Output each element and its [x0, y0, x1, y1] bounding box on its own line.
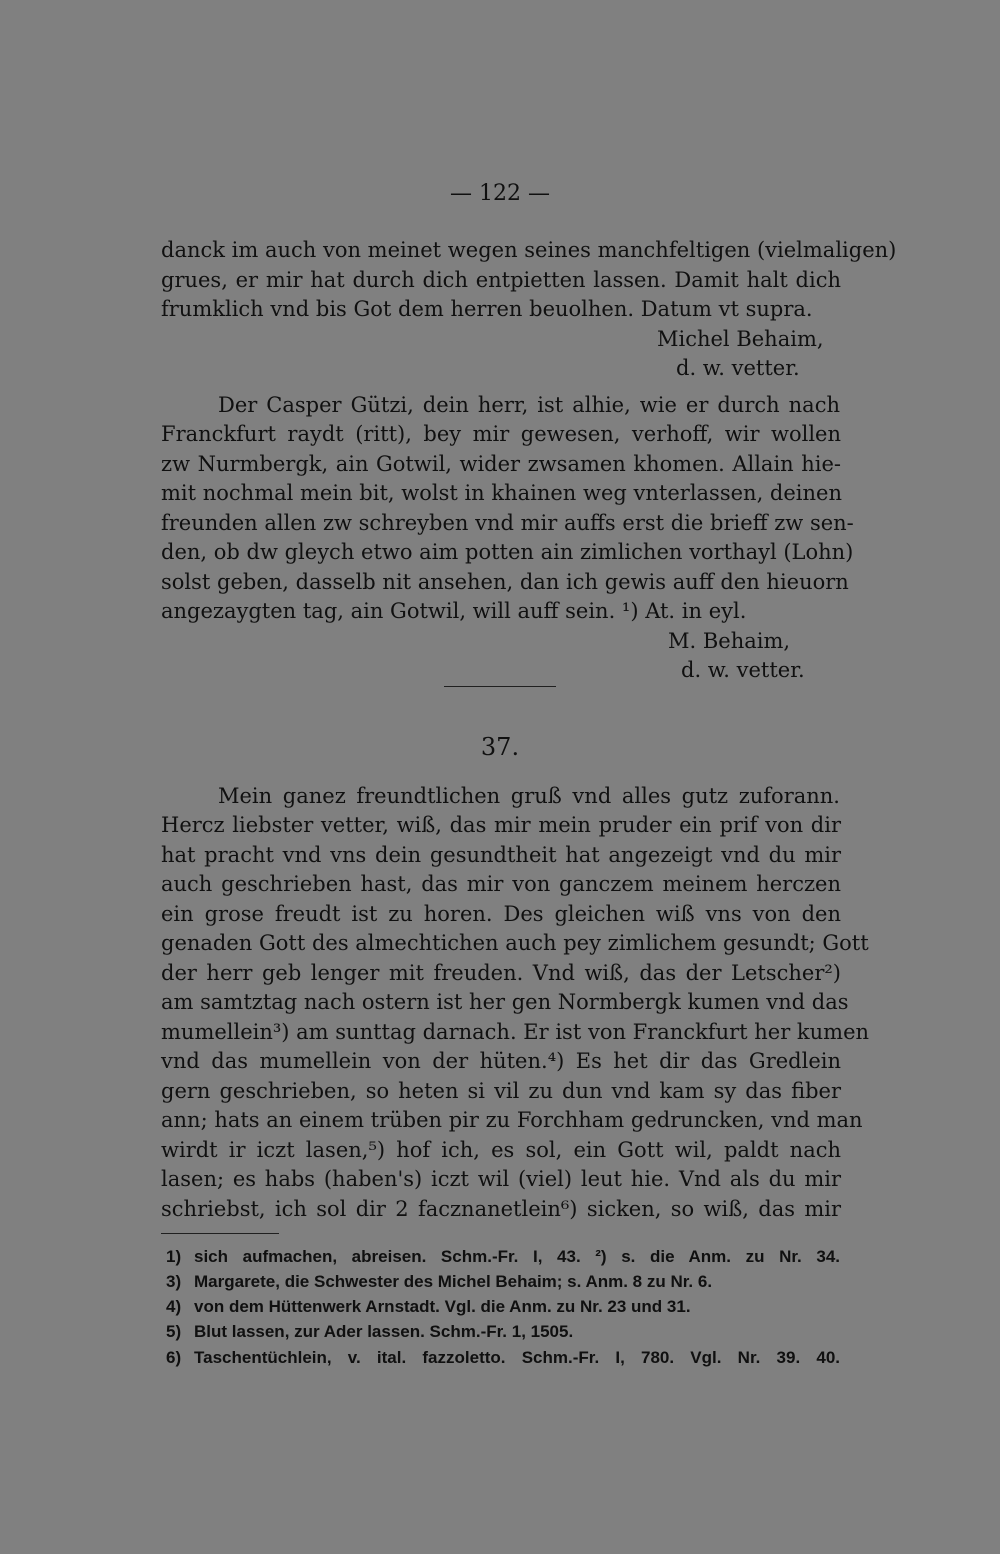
text-line: angezaygten tag, ain Gotwil, will auff sein. ¹) At. in eyl.: [161, 599, 747, 623]
text-line: genaden Gott des almechtichen auch pey zimlichem gesundt; Gott: [161, 931, 869, 955]
text-line: schriebst, ich sol dir 2 facznanetlein⁶) sicken, so wiß, das mir: [161, 1197, 841, 1221]
footnote: Taschentüchlein, v. ital. fazzoletto. Schm.-Fr. I, 780. Vgl. Nr. 39. 40.: [194, 1348, 840, 1367]
text-line: zw Nurmbergk, ain Gotwil, wider zwsamen khomen. Allain hie-: [161, 452, 841, 476]
signature-closing: d. w. vetter.: [676, 356, 800, 380]
text-line: solst geben, dasselb nit ansehen, dan ich gewis auff den hieuorn: [161, 570, 849, 594]
text-line: freunden allen zw schreyben vnd mir auffs erst die brieff zw sen-: [161, 511, 854, 535]
text-line: wirdt ir iczt lasen,⁵) hof ich, es sol, ein Gott wil, paldt nach: [161, 1138, 841, 1162]
text-line: ein grose freudt ist zu horen. Des gleichen wiß vns von den: [161, 902, 841, 926]
signature-name: M. Behaim,: [668, 629, 791, 653]
section-divider: [444, 686, 556, 687]
text-line: Hercz liebster vetter, wiß, das mir mein pruder ein prif von dir: [161, 813, 841, 837]
footnote: sich aufmachen, abreisen. Schm.-Fr. I, 43. ²) s. die Anm. zu Nr. 34.: [194, 1247, 840, 1266]
text-line: mumellein³) am sunttag darnach. Er ist von Franckfurt her kumen: [161, 1020, 870, 1044]
text-line: Der Casper Gützi, dein herr, ist alhie, wie er durch nach: [218, 393, 840, 417]
text-line: ann; hats an einem trüben pir zu Forchham gedruncken, vnd man: [161, 1108, 863, 1132]
footnote-marker: 1): [166, 1247, 182, 1266]
text-line: grues, er mir hat durch dich entpietten lassen. Damit halt dich: [161, 268, 841, 292]
footnote-marker: 6): [166, 1348, 182, 1367]
text-line: frumklich vnd bis Got dem herren beuolhen. Datum vt supra.: [161, 297, 813, 321]
text-line: auch geschrieben hast, das mir von ganczem meinem herczen: [161, 872, 841, 896]
footnote-marker: 4): [166, 1297, 182, 1316]
footnote-marker: 5): [166, 1322, 182, 1341]
footnote: von dem Hüttenwerk Arnstadt. Vgl. die Anm. zu Nr. 23 und 31.: [194, 1297, 691, 1316]
signature-closing: d. w. vetter.: [681, 658, 805, 682]
text-line: lasen; es habs (haben's) iczt wil (viel) leut hie. Vnd als du mir: [161, 1167, 841, 1191]
text-line: Mein ganez freundtlichen gruß vnd alles gutz zuforann.: [218, 784, 840, 808]
text-line: hat pracht vnd vns dein gesundtheit hat angezeigt vnd du mir: [161, 843, 841, 867]
text-line: vnd das mumellein von der hüten.⁴) Es het dir das Gredlein: [161, 1049, 841, 1073]
text-line: der herr geb lenger mit freuden. Vnd wiß, das der Letscher²): [161, 961, 841, 985]
page-number: — 122 —: [450, 181, 550, 206]
footnote-marker: 3): [166, 1272, 182, 1291]
text-line: am samtztag nach ostern ist her gen Normbergk kumen vnd das: [161, 990, 849, 1014]
footnote-rule: [161, 1233, 279, 1234]
letter-number: 37.: [480, 733, 520, 761]
footnote: Blut lassen, zur Ader lassen. Schm.-Fr. 1, 1505.: [194, 1322, 574, 1341]
text-line: mit nochmal mein bit, wolst in khainen weg vnterlassen, deinen: [161, 481, 842, 505]
signature-name: Michel Behaim,: [657, 327, 824, 351]
text-line: danck im auch von meinet wegen seines manchfeltigen (vielmaligen): [161, 238, 897, 262]
text-line: den, ob dw gleych etwo aim potten ain zimlichen vorthayl (Lohn): [161, 540, 854, 564]
text-line: Franckfurt raydt (ritt), bey mir gewesen, verhoff, wir wollen: [161, 422, 841, 446]
footnote: Margarete, die Schwester des Michel Behaim; s. Anm. 8 zu Nr. 6.: [194, 1272, 713, 1291]
text-line: gern geschrieben, so heten si vil zu dun vnd kam sy das fiber: [161, 1079, 841, 1103]
